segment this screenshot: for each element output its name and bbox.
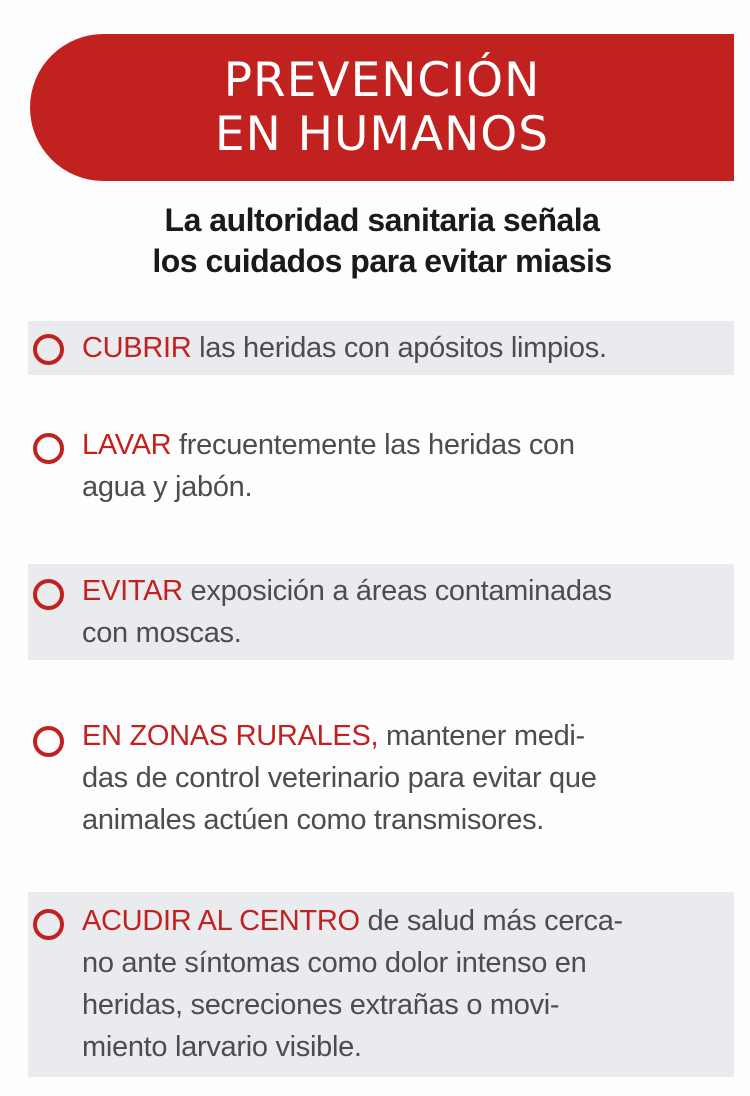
- circle-bullet-icon: [33, 334, 64, 365]
- item-keyword: LAVAR: [82, 429, 172, 461]
- item-keyword: CUBRIR: [82, 332, 192, 364]
- subtitle: [0, 200, 750, 282]
- subtitle-line-1: La aultoridad sanitaria señala: [164, 202, 600, 238]
- item-text: frecuentemente las heridas con: [171, 429, 575, 461]
- item-text: agua y jabón.: [82, 471, 253, 503]
- item-text: heridas, secreciones extrañas o movi-: [82, 989, 560, 1021]
- list-item-evitar: [28, 564, 734, 660]
- item-text: no ante síntomas como dolor intenso en: [82, 947, 587, 979]
- item-text: exposición a áreas contaminadas: [182, 575, 612, 607]
- title-banner: [30, 34, 734, 181]
- item-text: de salud más cerca-: [359, 905, 623, 937]
- item-text: miento larvario visible.: [82, 1031, 362, 1063]
- circle-bullet-icon: [33, 579, 64, 610]
- list-item-zonas-rurales: [28, 715, 734, 845]
- circle-bullet-icon: [33, 909, 64, 940]
- circle-bullet-icon: [33, 726, 64, 757]
- subtitle-line-2: los cuidados para evitar miasis: [152, 243, 612, 279]
- item-keyword: EN ZONAS RURALES,: [82, 720, 379, 752]
- list-item-cubrir: [28, 321, 734, 375]
- list-item-lavar: [28, 424, 734, 514]
- item-keyword: ACUDIR AL CENTRO: [82, 905, 360, 937]
- item-keyword: EVITAR: [82, 575, 183, 607]
- list-item-acudir: [28, 892, 734, 1077]
- item-text: das de control veterinario para evitar que: [82, 762, 597, 794]
- item-text: mantener medi-: [378, 720, 585, 752]
- title-line-2: EN HUMANOS: [214, 106, 550, 162]
- item-text: las heridas con apósitos limpios.: [191, 332, 607, 364]
- item-text: animales actúen como transmisores.: [82, 804, 545, 836]
- circle-bullet-icon: [33, 433, 64, 464]
- item-text: con moscas.: [82, 617, 242, 649]
- title-line-1: PREVENCIÓN: [223, 52, 541, 108]
